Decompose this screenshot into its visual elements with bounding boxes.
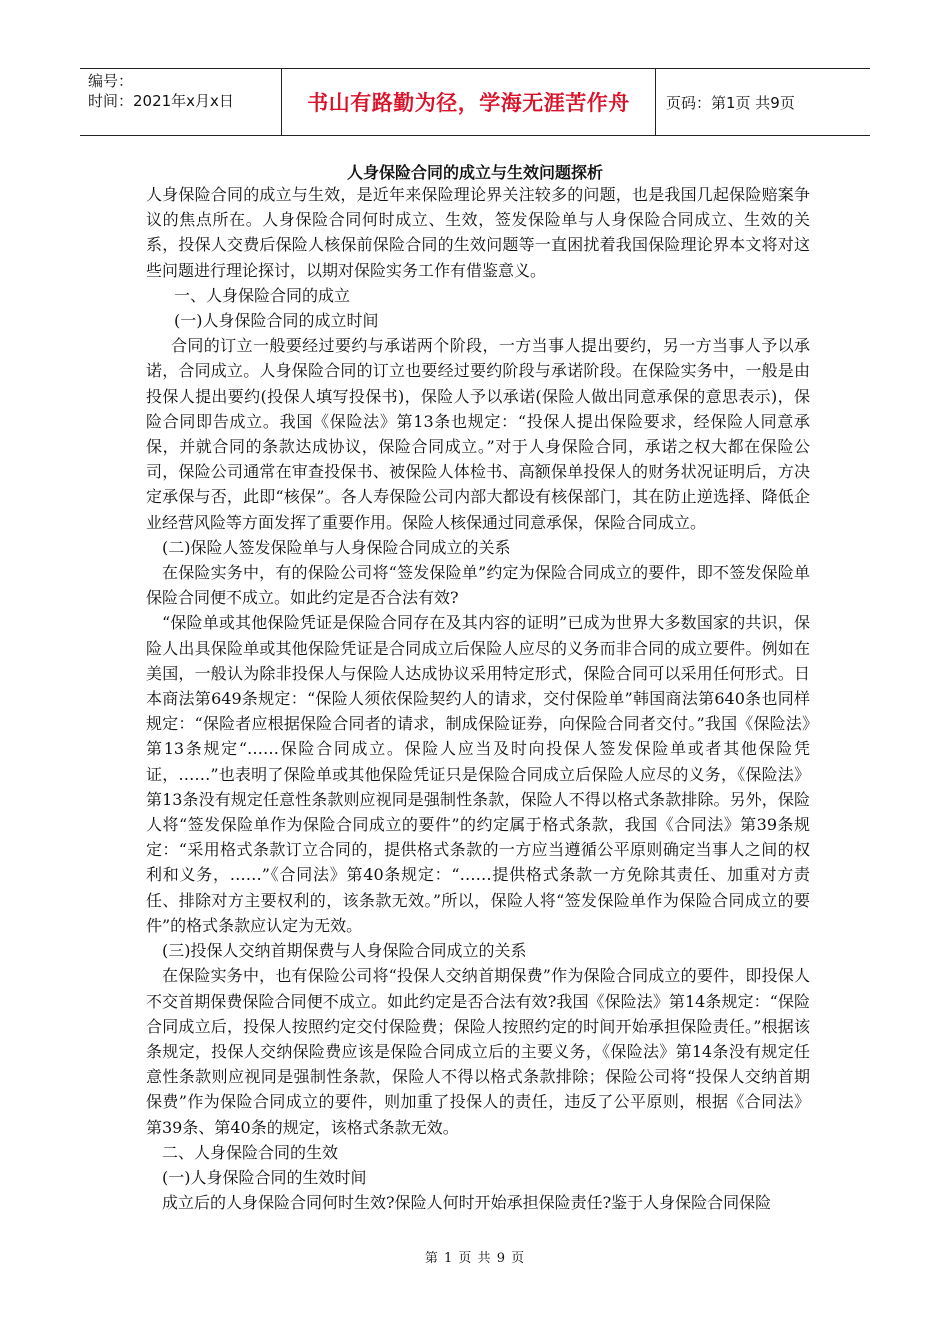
motto-text: 书山有路勤为径，学海无涯苦作舟 — [307, 91, 630, 115]
paragraph: 在保险实务中，有的保险公司将“签发保险单”约定为保险合同成立的要件，即不签发保险单保险合同便不成立。如此约定是否合法有效? — [146, 563, 810, 608]
header-table — [80, 68, 870, 136]
page-label: 页码：第1页 共9页 — [666, 93, 795, 112]
header-info-cell — [80, 69, 282, 135]
page-footer: 第 1 页 共 9 页 — [424, 1251, 526, 1266]
subsection-heading: (一)人身保险合同的生效时间 — [162, 1167, 367, 1187]
header-motto-cell — [282, 69, 656, 135]
section-heading: 一、人身保险合同的成立 — [174, 285, 351, 305]
subsection-heading: (三)投保人交纳首期保费与人身保险合同成立的关系 — [162, 941, 527, 961]
paragraph: 合同的订立一般要经过要约与承诺两个阶段，一方当事人提出要约，另一方当事人予以承诺，合同成立。人身保险合同的订立也要经过要约阶段与承诺阶段。在保险实务中，一般是由投保人提出要约(投保人填写投保书)，保险人予以承诺(保险人做出同意承保的意思表示)，保险合同即告成立。我国《保险法》第13条也规定：“投保人提出保险要求，经保险人同意承保，并就合同的条款达成协议，保险合同成立。”对于人身保险合同，承诺之权大都在保险公司，保险公司通常在审查投保书、被保险人体检书、高额保单投保人的财务状况证明后，方决定承保与否，此即“核保”。各人寿保险公司内部大都设有核保部门，其在防止逆选择、降低企业经营风险等方面发挥了重要作用。保险人核保通过同意承保，保险合同成立。 — [146, 336, 810, 532]
section-heading: 二、人身保险合同的生效 — [162, 1142, 339, 1162]
document-body — [146, 182, 810, 1215]
date-label: 时间：2021年x月x日 — [88, 92, 234, 110]
paragraph: “保险单或其他保险凭证是保险合同存在及其内容的证明”已成为世界大多数国家的共识，保险人出具保险单或其他保险凭证是合同成立后保险人应尽的义务而非合同的成立要件。例如在美国，一般认为除非投保人与保险人达成协议采用特定形式，保险合同可以采用任何形式。日本商法第649条规定：“保险人须依保险契约人的请求，交付保险单”韩国商法第640条也同样规定：“保险者应根据保险合同者的请求，制成保险证券，向保险合同者交付。”我国《保险法》第13条规定“……保险合同成立。保险人应当及时向投保人签发保险单或者其他保险凭证，……”也表明了保险单或其他保险凭证只是保险合同成立后保险人应尽的义务，《保险法》第13条没有规定任意性条款则应视同是强制性条款，保险人不得以格式条款排除。另外，保险人将“签发保险单作为保险合同成立的要件”的约定属于格式条款，我国《合同法》第39条规定：“采用格式条款订立合同的，提供格式条款的一方应当遵循公平原则确定当事人之间的权利和义务，……”《合同法》第40条规定：“……提供格式条款一方免除其责任、加重对方责任、排除对方主要权利的，该条款无效。”所以，保险人将“签发保险单作为保险合同成立的要件”的格式条款应认定为无效。 — [146, 613, 810, 935]
subsection-heading: (二)保险人签发保险单与人身保险合同成立的关系 — [162, 537, 511, 557]
serial-label: 编号： — [88, 72, 134, 90]
header-page-cell — [656, 69, 870, 135]
document-title: 人身保险合同的成立与生效问题探析 — [346, 163, 603, 182]
paragraph: 人身保险合同的成立与生效，是近年来保险理论界关注较多的问题，也是我国几起保险赔案争议的焦点所在。人身保险合同何时成立、生效，签发保险单与人身保险合同成立、生效的关系，投保人交费后保险人核保前保险合同的生效问题等一直困扰着我国保险理论界本文将对这些问题进行理论探讨，以期对保险实务工作有借鉴意义。 — [146, 185, 810, 280]
paragraph: 在保险实务中，也有保险公司将“投保人交纳首期保费”作为保险合同成立的要件，即投保人不交首期保费保险合同便不成立。如此约定是否合法有效?我国《保险法》第14条规定：“保险合同成立后，投保人按照约定交付保险费；保险人按照约定的时间开始承担保险责任。”根据该条规定，投保人交纳保险费应该是保险合同成立后的主要义务，《保险法》第14条没有规定任意性条款则应视同是强制性条款，保险人不得以格式条款排除；保险公司将“投保人交纳首期保费”作为保险合同成立的要件，则加重了投保人的责任，违反了公平原则，根据《合同法》第39条、第40条的规定，该格式条款无效。 — [146, 966, 810, 1137]
subsection-heading: (一)人身保险合同的成立时间 — [174, 311, 379, 331]
paragraph: 成立后的人身保险合同何时生效?保险人何时开始承担保险责任?鉴于人身保险合同保险 — [162, 1193, 772, 1213]
